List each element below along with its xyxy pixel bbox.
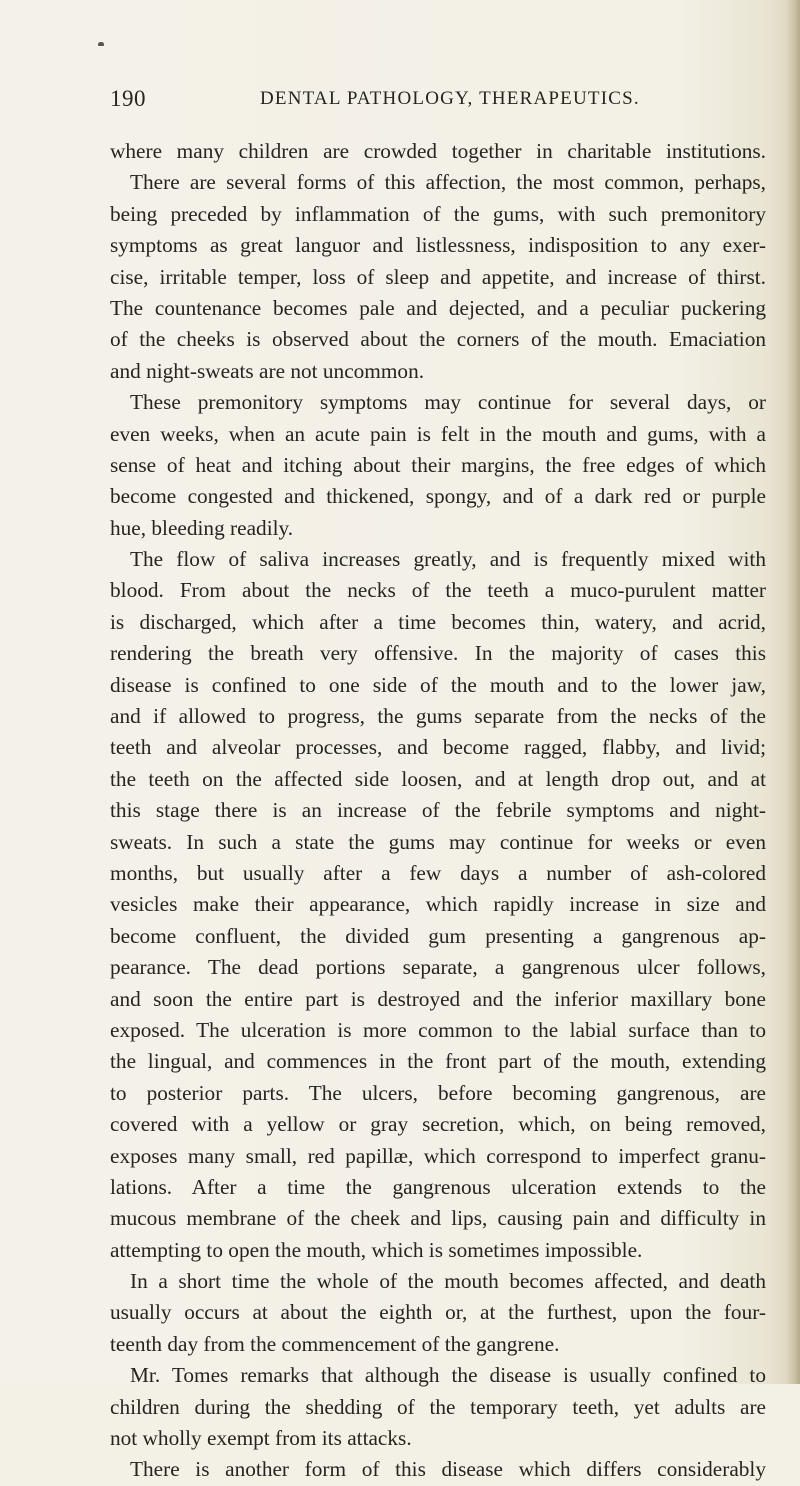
text-line: lations. After a time the gangrenous ulceration extends to the [110, 1174, 766, 1199]
text-line: is discharged, which after a time becomes thin, watery, and acrid, [110, 609, 766, 634]
text-line: Mr. Tomes remarks that although the disease is usually confined to [130, 1363, 766, 1388]
text-line: disease is confined to one side of the mouth and to the lower jaw, [110, 672, 766, 697]
text-line: In a short time the whole of the mouth becomes affected, and death [130, 1269, 766, 1294]
text-line: attempting to open the mouth, which is sometimes impossible. [110, 1237, 643, 1262]
text-line: cise, irritable temper, loss of sleep and appetite, and increase of thirst. [110, 264, 766, 289]
text-line: months, but usually after a few days a number of ash-colored [110, 860, 766, 885]
text-line: sweats. In such a state the gums may continue for weeks or even [110, 829, 766, 854]
text-line: The flow of saliva increases greatly, and is frequently mixed with [130, 547, 766, 572]
text-line: The countenance becomes pale and dejected, and a peculiar puckering [110, 295, 766, 320]
text-line: and soon the entire part is destroyed and the inferior maxillary bone [110, 986, 766, 1011]
text-line: where many children are crowded together in charitable institutions. [110, 139, 766, 163]
text-line: covered with a yellow or gray secretion, which, on being removed, [110, 1112, 766, 1137]
text-line: symptoms as great languor and listlessness, indisposition to any exer- [110, 233, 766, 258]
text-line: These premonitory symptoms may continue for several days, or [130, 390, 766, 415]
text-line: rendering the breath very offensive. In the majority of cases this [110, 641, 766, 666]
running-head: DENTAL PATHOLOGY, THERAPEUTICS. [260, 88, 640, 109]
text-line: exposed. The ulceration is more common to the labial surface than to [110, 1017, 766, 1042]
text-line: exposes many small, red papillæ, which correspond to imperfect granu- [110, 1143, 766, 1168]
text-line: even weeks, when an acute pain is felt in the mouth and gums, with a [110, 421, 766, 446]
text-line: There are several forms of this affection, the most common, perhaps, [130, 170, 766, 195]
text-line: and night-sweats are not uncommon. [110, 358, 425, 383]
page-number: 190 [110, 86, 146, 111]
text-line: sense of heat and itching about their margins, the free edges of which [110, 452, 766, 477]
text-line: mucous membrane of the cheek and lips, causing pain and difficulty in [110, 1206, 766, 1231]
text-line: become confluent, the divided gum presenting a gangrenous ap- [110, 923, 766, 948]
text-line: become congested and thickened, spongy, and of a dark red or purple [110, 484, 766, 509]
text-line: blood. From about the necks of the teeth a muco-purulent matter [110, 578, 766, 603]
text-line: to posterior parts. The ulcers, before becoming gangrenous, are [110, 1080, 766, 1105]
text-line: being preceded by inflammation of the gums, with such premonitory [110, 201, 766, 226]
text-line: this stage there is an increase of the febrile symptoms and night- [110, 798, 766, 823]
text-line: pearance. The dead portions separate, a gangrenous ulcer follows, [110, 955, 766, 980]
text-line: the lingual, and commences in the front part of the mouth, extending [110, 1049, 766, 1074]
page-header [110, 86, 770, 118]
text-line: not wholly exempt from its attacks. [110, 1426, 412, 1451]
text-line: hue, bleeding readily. [110, 515, 294, 540]
page-edge-shadow [786, 0, 800, 1384]
text-line: teeth and alveolar processes, and become ragged, flabby, and livid; [110, 735, 766, 760]
text-line: the teeth on the affected side loosen, and at length drop out, and at [110, 766, 766, 791]
text-line: There is another form of this disease which differs considerably [130, 1457, 766, 1482]
text-line: teenth day from the commencement of the gangrene. [110, 1331, 560, 1356]
text-line: of the cheeks is observed about the corners of the mouth. Emaciation [110, 327, 766, 352]
ink-speck [98, 42, 104, 46]
text-line: and if allowed to progress, the gums separate from the necks of the [110, 704, 766, 729]
text-line: children during the shedding of the temporary teeth, yet adults are [110, 1394, 766, 1419]
text-line: usually occurs at about the eighth or, at the furthest, upon the four- [110, 1300, 766, 1325]
text-line: vesicles make their appearance, which rapidly increase in size and [110, 892, 766, 917]
body-text [110, 136, 766, 1486]
